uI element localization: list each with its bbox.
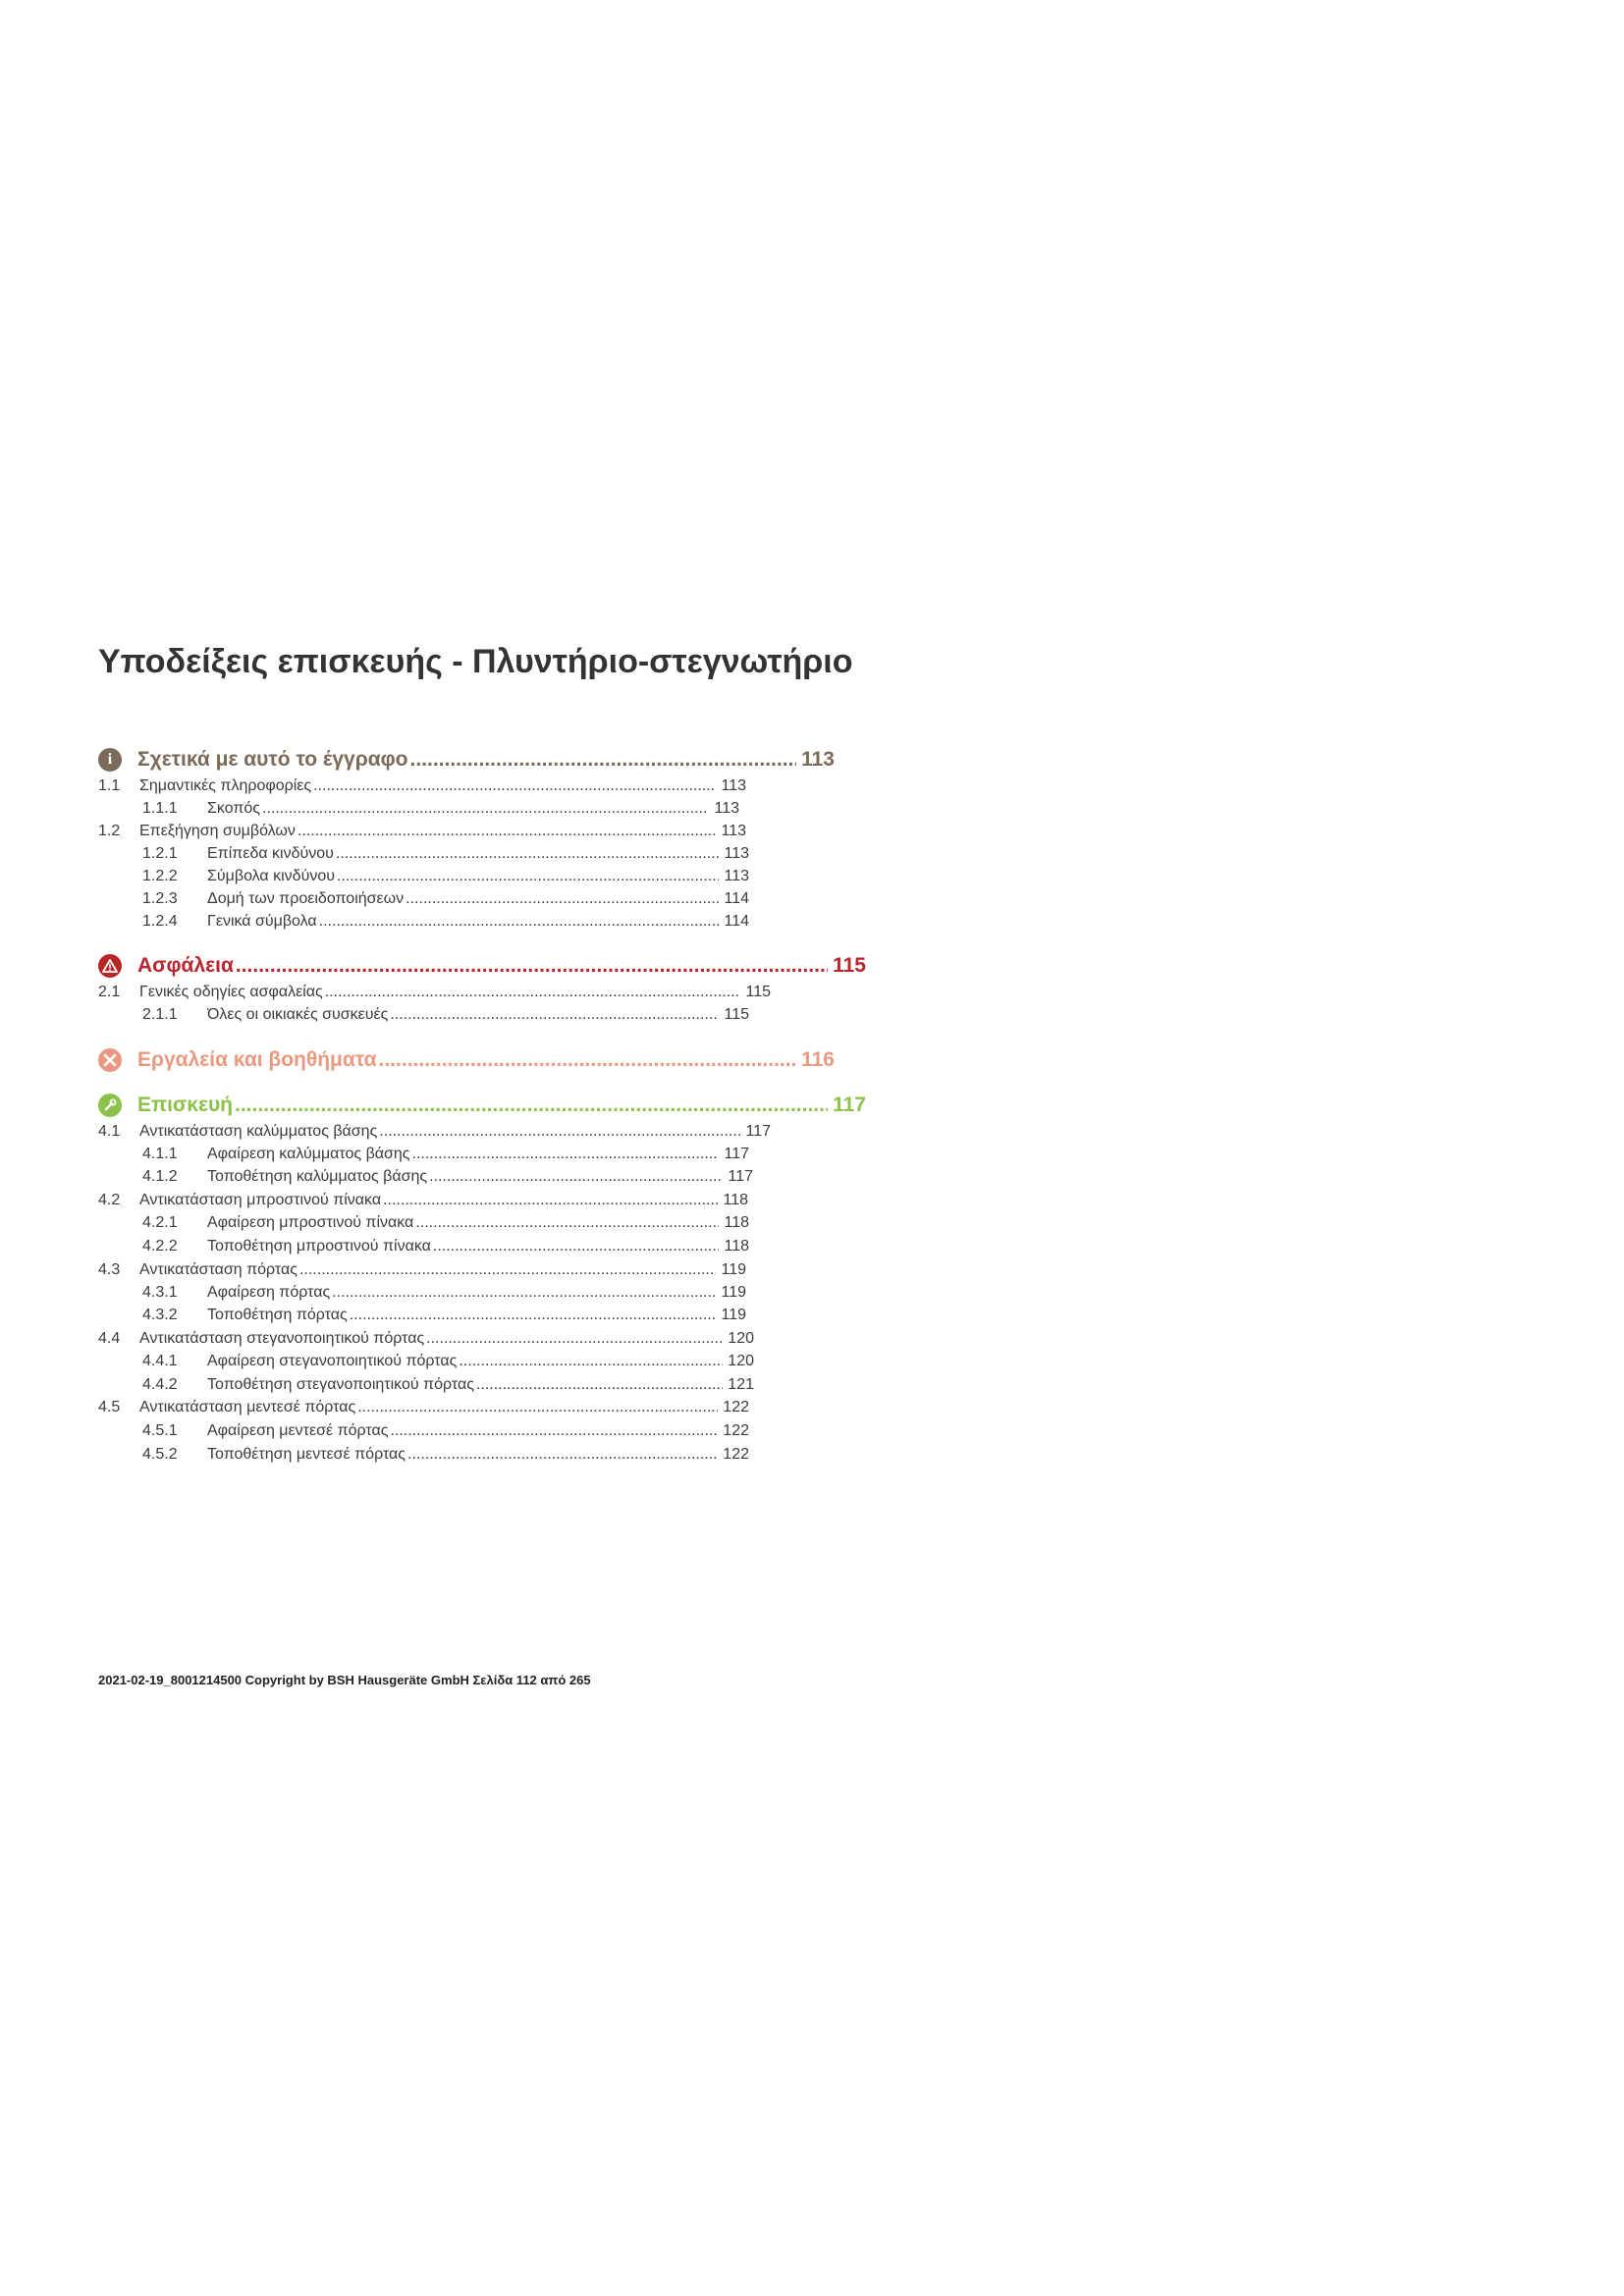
toc-entry-4-2[interactable]: 4.2 Αντικατάσταση μπροστινού πίνακα ..... 118 (98, 1192, 748, 1213)
toc-entry-1-2-3[interactable]: 1.2.3 Δομή των προειδοποιήσεων ..... 114 (142, 890, 749, 912)
toc-entry-4-4-1[interactable]: 4.4.1 Αφαίρεση στεγανοποιητικού πόρτας ..... 120 (142, 1353, 754, 1374)
section-page-number: 115 (833, 954, 866, 977)
toc-entry-4-1-1[interactable]: 4.1.1 Αφαίρεση καλύμματος βάσης ..... 117 (142, 1146, 749, 1167)
toc-entry-1-1-1[interactable]: 1.1.1 Σκοπός ..... 113 (142, 800, 739, 822)
toc-entry-1-1[interactable]: 1.1 Σημαντικές πληροφορίες ..... 113 (98, 777, 746, 799)
toc-entry-4-3-1[interactable]: 4.3.1 Αφαίρεση πόρτας ..... 119 (142, 1284, 746, 1306)
section-page-number: 117 (833, 1094, 866, 1116)
toc-section-tools[interactable]: Εργαλεία και βοηθήματα ..... 116 (98, 1043, 835, 1077)
toc-entry-1-2-4[interactable]: 1.2.4 Γενικά σύμβολα ..... 114 (142, 913, 749, 934)
toc-section-repair[interactable]: Επισκευή ..... 117 (98, 1089, 866, 1122)
toc-entry-1-2[interactable]: 1.2 Επεξήγηση συμβόλων ..... 113 (98, 823, 746, 844)
toc-entry-1-2-1[interactable]: 1.2.1 Επίπεδα κινδύνου ..... 113 (142, 845, 749, 867)
toc-section-about[interactable]: i Σχετικά με αυτό το έγγραφο ..... 113 (98, 743, 835, 776)
toc-entry-4-5[interactable]: 4.5 Αντικατάσταση μεντεσέ πόρτας ..... 122 (98, 1399, 749, 1420)
repair-icon (98, 1094, 122, 1117)
toc-entry-4-4[interactable]: 4.4 Αντικατάσταση στεγανοποιητικού πόρτας ..... 120 (98, 1330, 754, 1352)
toc-entry-1-2-2[interactable]: 1.2.2 Σύμβολα κινδύνου ..... 113 (142, 868, 749, 889)
toc-entry-4-2-2[interactable]: 4.2.2 Τοποθέτηση μπροστινού πίνακα ..... 118 (142, 1238, 749, 1259)
toc-entry-2-1-1[interactable]: 2.1.1 Όλες οι οικιακές συσκευές ..... 115 (142, 1006, 749, 1028)
toc-entry-4-5-1[interactable]: 4.5.1 Αφαίρεση μεντεσέ πόρτας ..... 122 (142, 1422, 749, 1444)
page-footer: 2021-02-19_8001214500 Copyright by BSH Hausgeräte GmbH Σελίδα 112 από 265 (98, 1673, 591, 1687)
toc-entry-4-3[interactable]: 4.3 Αντικατάσταση πόρτας ..... 119 (98, 1261, 746, 1283)
section-page-number: 116 (801, 1048, 835, 1071)
document-title: Υποδείξεις επισκευής - Πλυντήριο-στεγνωτήριο (98, 643, 853, 680)
toc-entry-2-1[interactable]: 2.1 Γενικές οδηγίες ασφαλείας ..... 115 (98, 984, 771, 1005)
tools-icon (98, 1048, 122, 1072)
toc-entry-4-3-2[interactable]: 4.3.2 Τοποθέτηση πόρτας ..... 119 (142, 1307, 746, 1328)
section-page-number: 113 (801, 748, 835, 771)
toc-entry-4-1-2[interactable]: 4.1.2 Τοποθέτηση καλύμματος βάσης ..... 117 (142, 1168, 753, 1190)
toc-entry-4-5-2[interactable]: 4.5.2 Τοποθέτηση μεντεσέ πόρτας ..... 122 (142, 1446, 749, 1468)
info-icon: i (98, 748, 122, 772)
toc-entry-4-4-2[interactable]: 4.4.2 Τοποθέτηση στεγανοποιητικού πόρτας ..... 121 (142, 1376, 754, 1398)
warning-icon (98, 954, 122, 978)
toc-entry-4-2-1[interactable]: 4.2.1 Αφαίρεση μπροστινού πίνακα ..... 118 (142, 1214, 749, 1236)
toc-entry-4-1[interactable]: 4.1 Αντικατάσταση καλύμματος βάσης ..... 117 (98, 1123, 771, 1145)
toc-section-safety[interactable]: Ασφάλεια ..... 115 (98, 949, 866, 983)
